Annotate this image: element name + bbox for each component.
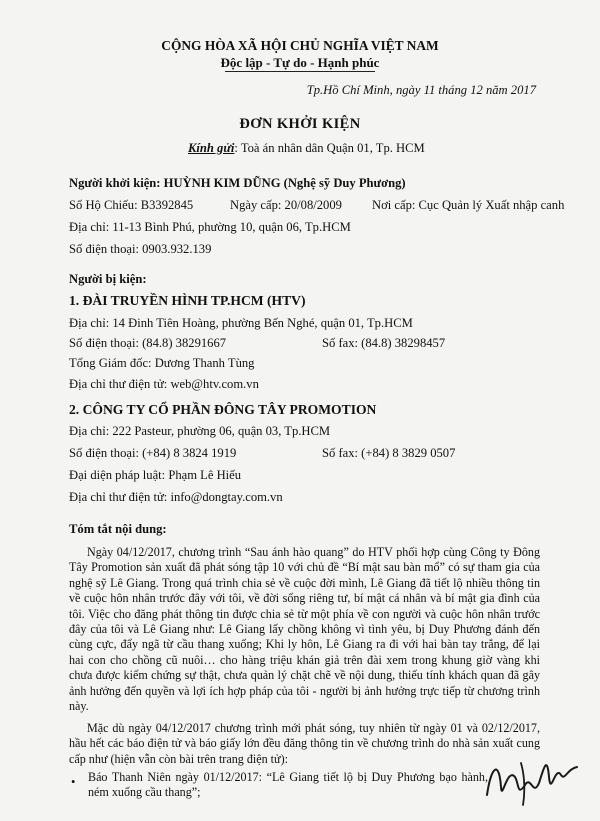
plaintiff-passport: Số Hộ Chiếu: B3392845 [69, 198, 194, 212]
plaintiff-issue-place: Nơi cấp: Cục Quản lý Xuất nhập canh [372, 198, 565, 212]
plaintiff-line [69, 176, 406, 191]
signature-mark [481, 747, 586, 809]
recipient-value: : Toà án nhân dân Quận 01, Tp. HCM [234, 141, 425, 155]
recipient-line [188, 141, 425, 156]
defendant1-director: Tổng Giám đốc: Dương Thanh Tùng [69, 356, 255, 370]
summary-paragraph-2: Mặc dù ngày 04/12/2017 chương trình mới phát sóng, tuy nhiên từ ngày 01 và 02/12/2017, hầu hết các báo điện tử và báo giấy lớn đều đăng thông tin về chương trình do nhà sản xuất cung cấp như (hiện vẫn còn bài trên trang điện tử): [69, 721, 540, 766]
defendant1-phone: Số điện thoại: (84.8) 38291667 [69, 336, 227, 350]
bullet-dot: • [71, 775, 76, 789]
defendant2-rep: Đại diện pháp luật: Phạm Lê Hiếu [69, 468, 242, 482]
defendant2-email: Địa chỉ thư điện tử: info@dongtay.com.vn [69, 490, 283, 504]
defendant1-address: Địa chỉ: 14 Đinh Tiên Hoàng, phường Bến Nghé, quận 01, Tp.HCM [69, 316, 413, 330]
defendant2-address: Địa chỉ: 222 Pasteur, phường 06, quận 03, Tp.HCM [69, 424, 331, 438]
document-title: ĐƠN KHỞI KIỆN [239, 116, 361, 132]
motto-underline [225, 71, 375, 72]
defendants-label: Người bị kiện: [69, 272, 147, 286]
defendant2-phone: Số điện thoại: (+84) 8 3824 1919 [69, 446, 237, 460]
plaintiff-name: HUỲNH KIM DŨNG (Nghệ sỹ Duy Phương) [163, 176, 406, 190]
defendant2-fax: Số fax: (+84) 8 3829 0507 [322, 446, 456, 460]
defendant2-heading: 2. CÔNG TY CỔ PHẦN ĐÔNG TÂY PROMOTION [69, 402, 377, 417]
plaintiff-phone: Số điện thoại: 0903.932.139 [69, 242, 212, 256]
plaintiff-issue-date: Ngày cấp: 20/08/2009 [230, 198, 342, 212]
recipient-label: Kính gửi [188, 141, 235, 155]
plaintiff-address: Địa chỉ: 11-13 Bình Phú, phường 10, quận 06, Tp.HCM [69, 220, 351, 234]
bullet-item-1: Báo Thanh Niên ngày 01/12/2017: “Lê Giang tiết lộ bị Duy Phương bạo hành, ném xuống cầu thang”; [88, 770, 488, 800]
plaintiff-label: Người khởi kiện: [69, 176, 161, 190]
defendant1-fax: Số fax: (84.8) 38298457 [322, 336, 446, 350]
summary-paragraph-1: Ngày 04/12/2017, chương trình “Sau ánh hào quang” do HTV phối hợp cùng Công ty Đông Tây Promotion sản xuất đã phát sóng tập 10 với chủ đề “Bí mật sau bàn mổ” có sự tham gia của nghệ sỹ Lê Giang. Trong quá trình chia sẻ về cuộc đời mình, Lê Giang đã tiết lộ nhiều thông tin về cuộc hôn nhân trước đây với tôi, về đời sống riêng tư, bí mật cá nhân và bí mật gia đình của tôi. Việc cho đăng phát thông tin được chia sẻ từ một phía về con người và cuộc hôn nhân trước đây của tôi và Lê Giang như: Lê Giang lấy chồng không vì tình yêu, bị Duy Phương đánh đến cùng cực, đẩy ngã từ cầu thang xuống; Khi ly hôn, Lê Giang ra đi với hai bàn tay trắng, để lại hai con cho chồng cũ nuôi… cho hàng triệu khán giả trên đài xem trong khung giờ vàng khi chưa được kiểm chứng sự thật, chưa quản lý chặt chẽ về nội dung, thiếu tính khách quan đã gây ảnh hưởng đến quyền và lợi ích hợp pháp của tôi - người bị ảnh hưởng trực tiếp từ chương trình này. [69, 545, 540, 714]
summary-label: Tóm tắt nội dung: [69, 522, 167, 536]
national-motto: Độc lập - Tự do - Hạnh phúc [220, 55, 380, 70]
national-title: CỘNG HÒA XÃ HỘI CHỦ NGHĨA VIỆT NAM [161, 38, 439, 53]
place-date: Tp.Hồ Chí Minh, ngày 11 tháng 12 năm 2017 [306, 83, 536, 97]
defendant1-email: Địa chỉ thư điện tử: web@htv.com.vn [69, 377, 259, 391]
defendant1-heading: 1. ĐÀI TRUYỀN HÌNH TP.HCM (HTV) [69, 293, 306, 308]
